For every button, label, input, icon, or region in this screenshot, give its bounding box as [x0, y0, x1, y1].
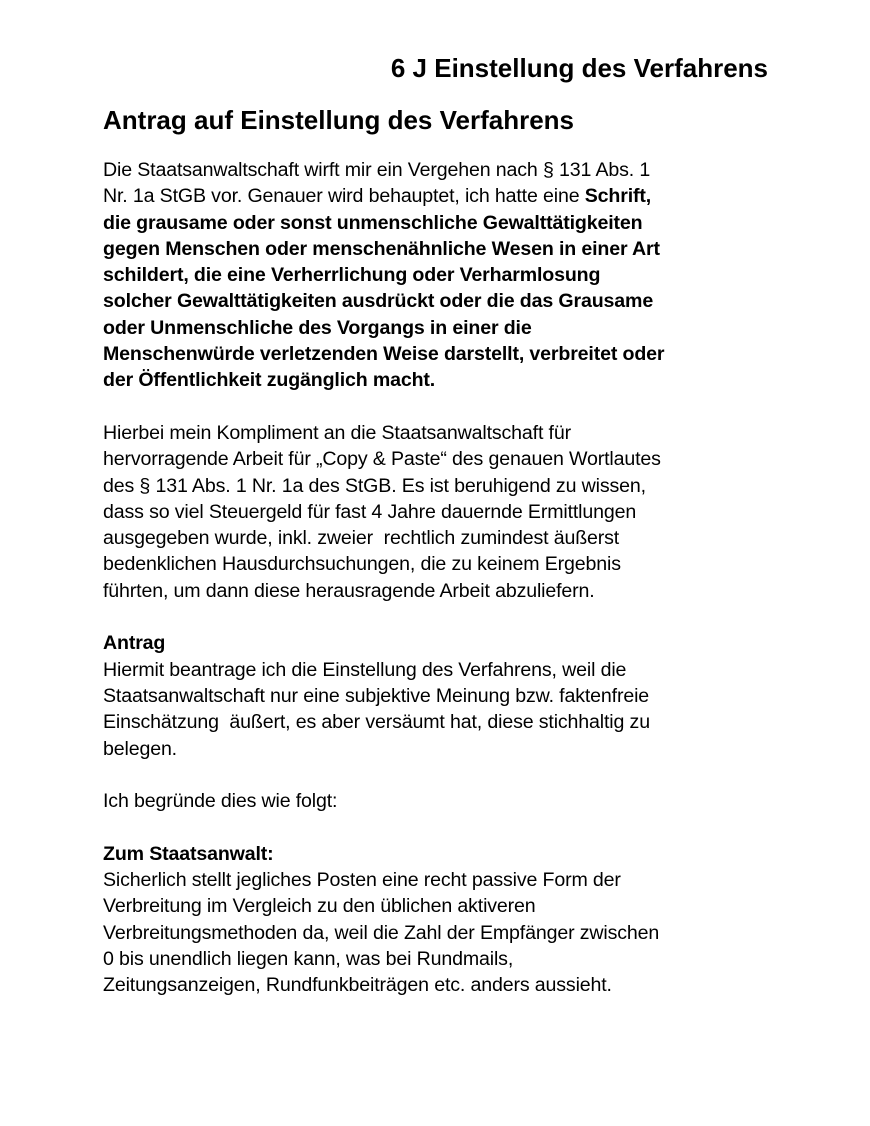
text-line: Die Staatsanwaltschaft wirft mir ein Vergehen nach § 131 Abs. 1 [103, 159, 651, 181]
subheading: Zum Staatsanwalt: [103, 842, 274, 865]
text-line: Verbreitung im Vergleich zu den üblichen aktiveren [103, 895, 536, 918]
bold-segment: Schrift, [584, 185, 652, 208]
text-line: oder Unmenschliche des Vorgangs in einer die [103, 316, 532, 339]
paragraph-accusation [103, 157, 843, 394]
text-line: der Öffentlichkeit zugänglich macht. [103, 369, 436, 392]
text-line: bedenklichen Hausdurchsuchungen, die zu keinem Ergebnis [103, 553, 621, 576]
text-line: Einschätzung äußert, es aber versäumt hat, diese stichhaltig zu [103, 711, 650, 734]
text-line [103, 183, 843, 209]
text-line: hervorragende Arbeit für „Copy & Paste“ des genauen Wortlautes [103, 448, 661, 471]
section-title: 6 J Einstellung des Verfahrens [390, 53, 768, 83]
paragraph-reason-intro [103, 788, 843, 814]
text-line: schildert, die eine Verherrlichung oder Verharmlosung [103, 264, 601, 287]
text-line: Hierbei mein Kompliment an die Staatsanwaltschaft für [103, 421, 571, 444]
text-line: die grausame oder sonst unmenschliche Gewalttätigkeiten [103, 211, 643, 234]
text-line: führten, um dann diese herausragende Arbeit abzuliefern. [103, 579, 595, 602]
document-heading: Antrag auf Einstellung des Verfahrens [103, 105, 574, 135]
subheading: Antrag [103, 632, 166, 655]
text-line: Sicherlich stellt jegliches Posten eine recht passive Form der [103, 869, 621, 892]
text-line: belegen. [103, 737, 177, 760]
text-line: des § 131 Abs. 1 Nr. 1a des StGB. Es ist beruhigend zu wissen, [103, 474, 646, 497]
text-line: solcher Gewalttätigkeiten ausdrückt oder die das Grausame [103, 290, 654, 313]
text-line: Verbreitungsmethoden da, weil die Zahl der Empfänger zwischen [103, 921, 660, 944]
text-line: Hiermit beantrage ich die Einstellung des Verfahrens, weil die [103, 658, 627, 681]
text-line: ausgegeben wurde, inkl. zweier rechtlich zumindest äußerst [103, 527, 620, 550]
document-body [103, 157, 843, 1025]
text-line: 0 bis unendlich liegen kann, was bei Rundmails, [103, 947, 514, 970]
text-segment: Nr. 1a StGB vor. Genauer wird behauptet, ich hatte eine [103, 185, 585, 208]
paragraph-compliment [103, 420, 843, 604]
text-line: Zeitungsanzeigen, Rundfunkbeiträgen etc. anders aussieht. [103, 974, 612, 997]
text-line: gegen Menschen oder menschenähnliche Wesen in einer Art [103, 237, 660, 260]
paragraph-staatsanwalt [103, 841, 843, 999]
text-line: Ich begründe dies wie folgt: [103, 790, 338, 813]
text-line: dass so viel Steuergeld für fast 4 Jahre dauernde Ermittlungen [103, 500, 637, 523]
paragraph-antrag [103, 630, 843, 761]
text-line: Menschenwürde verletzenden Weise darstellt, verbreitet oder [103, 343, 665, 366]
text-line: Staatsanwaltschaft nur eine subjektive Meinung bzw. faktenfreie [103, 684, 650, 707]
